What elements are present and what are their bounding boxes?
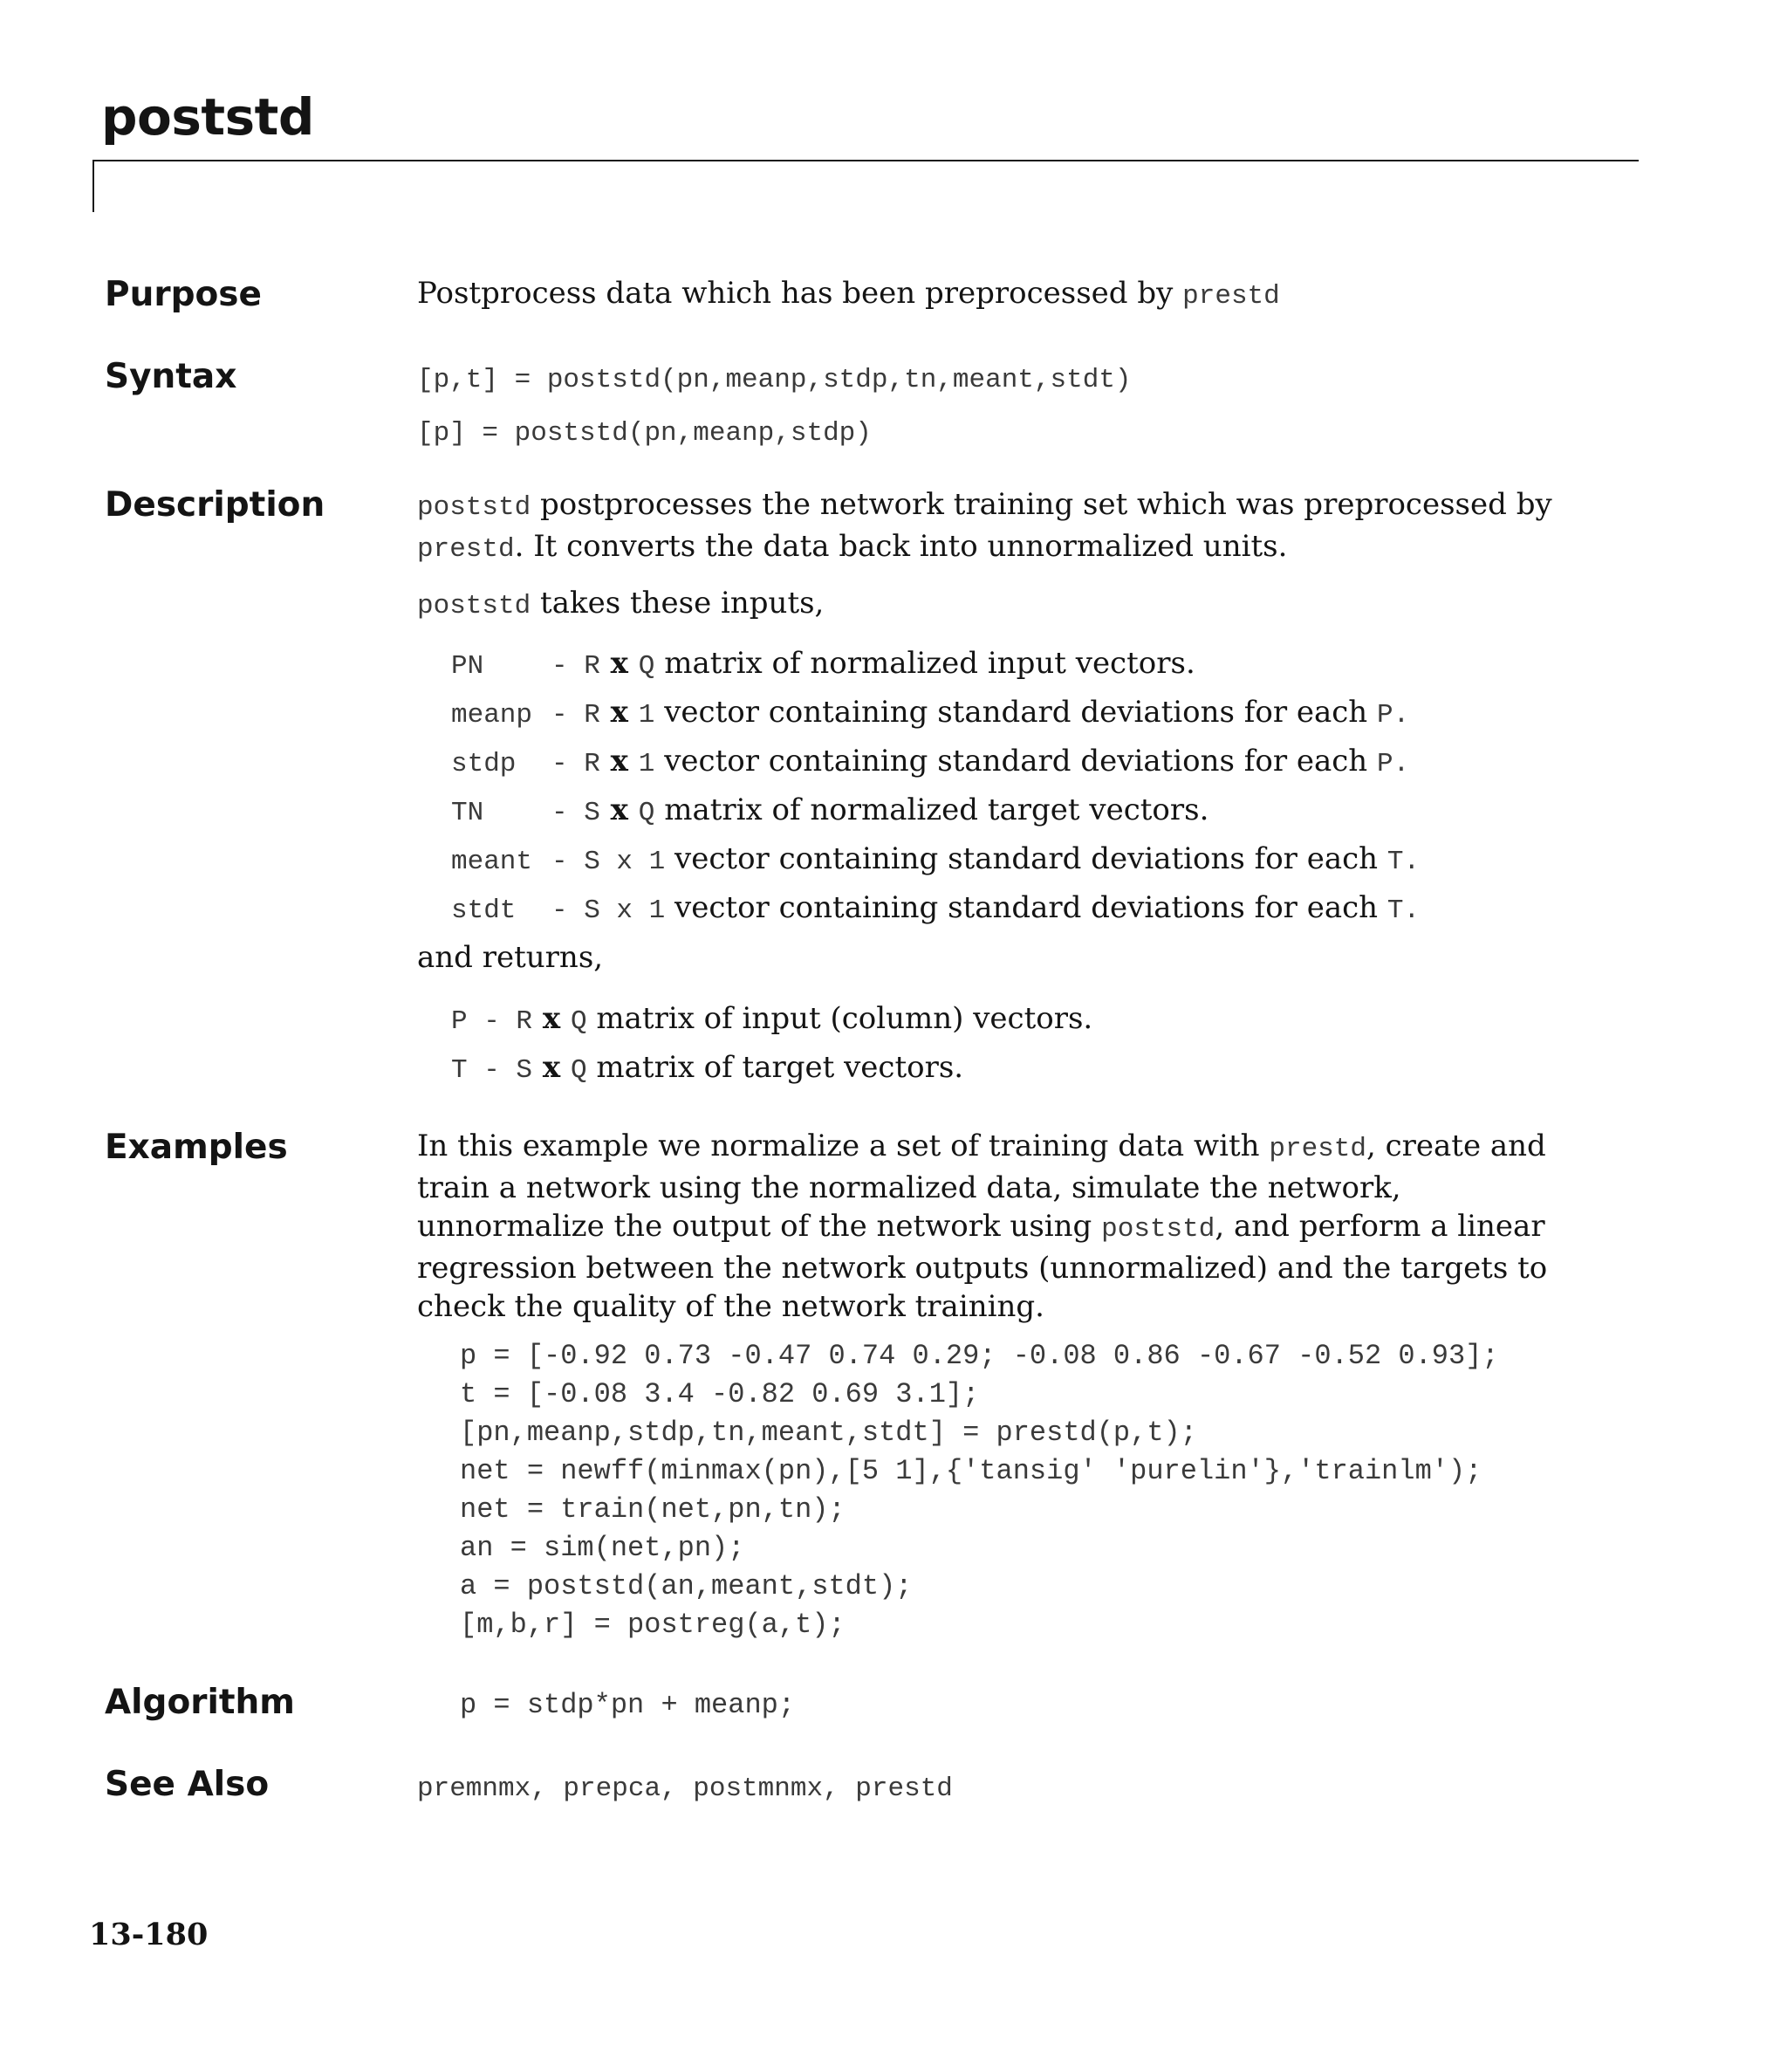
argument-name: meant (451, 847, 533, 877)
input-argument-row (451, 841, 1420, 877)
argument-dim: Q (638, 798, 655, 828)
argument-dim: Q (638, 651, 655, 682)
argument-dash: - (551, 700, 585, 731)
code-line: a = poststd(an,meant,stdt); (460, 1570, 913, 1602)
see-also-links: premnmx, prepca, postmnmx, prestd (417, 1774, 953, 1804)
description-text: takes these inputs, (531, 586, 825, 621)
argument-times: x (599, 792, 639, 827)
code-line: an = sim(net,pn); (460, 1532, 745, 1564)
description-text: postprocesses the network training set which was preprocessed by (531, 487, 1552, 522)
argument-dim: 1 (638, 749, 655, 779)
argument-name: T - (451, 1055, 517, 1086)
argument-dash: - (551, 749, 585, 779)
algorithm-code: p = stdp*pn + meanp; (460, 1689, 796, 1721)
code-line: [m,b,r] = postreg(a,t); (460, 1609, 846, 1641)
argument-var: T. (1386, 895, 1421, 926)
description-inputs-intro (417, 586, 824, 621)
argument-dim: 1 (648, 895, 666, 926)
argument-name: PN (451, 651, 484, 682)
inline-code: prestd (417, 534, 515, 565)
algorithm-label: Algorithm (105, 1683, 295, 1722)
argument-name: TN (451, 798, 484, 828)
argument-dim: S (584, 895, 600, 926)
argument-var: P. (1377, 749, 1410, 779)
input-argument-row (451, 890, 1420, 926)
argument-dash: - (551, 847, 585, 877)
argument-times: x (599, 895, 649, 926)
argument-var: T. (1386, 847, 1421, 877)
examples-paragraph (417, 1127, 1578, 1326)
code-line: [pn,meanp,stdp,tn,meant,stdt] = prestd(p,t); (460, 1417, 1197, 1449)
argument-dim: Q (570, 1006, 587, 1037)
argument-times: x (599, 744, 639, 779)
argument-name: stdp (451, 749, 517, 779)
title-rule-tick (92, 160, 94, 212)
argument-name: P - (451, 1006, 517, 1037)
inline-code: prestd (1269, 1134, 1366, 1164)
code-line: t = [-0.08 3.4 -0.82 0.69 3.1]; (460, 1378, 980, 1410)
argument-description: vector containing standard deviations for each (665, 890, 1387, 925)
argument-times: x (532, 1050, 571, 1085)
see-also-label: See Also (105, 1765, 270, 1804)
argument-times: x (532, 1001, 571, 1036)
argument-name: stdt (451, 895, 517, 926)
argument-dim: R (516, 1006, 533, 1037)
argument-description: matrix of normalized input vectors. (654, 646, 1195, 681)
purpose-text (417, 276, 1280, 312)
code-line: p = [-0.92 0.73 -0.47 0.74 0.29; -0.08 0.86 -0.67 -0.52 0.93]; (460, 1340, 1499, 1372)
description-text: . It converts the data back into unnormalized units. (514, 529, 1288, 564)
argument-var: P. (1377, 700, 1410, 731)
examples-code-block (460, 1337, 1499, 1644)
code-line: net = train(net,pn,tn); (460, 1493, 846, 1526)
purpose-text-body: Postprocess data which has been preprocessed by (417, 276, 1174, 311)
argument-dim: R (584, 749, 600, 779)
examples-text: , create and train a network using the normalized data, simulate the network, unnormalize the output of the network using (417, 1129, 1546, 1244)
purpose-code: prestd (1182, 281, 1280, 312)
input-argument-row (451, 792, 1208, 828)
argument-dash: - (551, 895, 585, 926)
argument-dim: 1 (648, 847, 666, 877)
argument-description: vector containing standard deviations for each (665, 841, 1387, 876)
argument-dim: 1 (638, 700, 655, 731)
title-rule (92, 160, 1639, 161)
description-label: Description (105, 485, 325, 525)
syntax-line: [p,t] = poststd(pn,meanp,stdp,tn,meant,stdt) (417, 365, 1132, 395)
syntax-line: [p] = poststd(pn,meanp,stdp) (417, 418, 872, 449)
description-paragraph (417, 485, 1578, 569)
page-number: 13-180 (89, 1917, 209, 1952)
argument-dim: S (584, 847, 600, 877)
argument-dim: R (584, 700, 600, 731)
input-argument-row (451, 695, 1409, 731)
argument-dim: Q (570, 1055, 587, 1086)
output-argument-row (451, 1001, 1092, 1037)
output-argument-row (451, 1050, 963, 1086)
argument-name: meanp (451, 700, 533, 731)
argument-dash: - (551, 651, 585, 682)
syntax-label: Syntax (105, 357, 237, 396)
argument-description: vector containing standard deviations for each (654, 744, 1378, 779)
inline-code: poststd (417, 492, 531, 523)
examples-text: In this example we normalize a set of training data with (417, 1129, 1270, 1163)
input-argument-row (451, 744, 1409, 779)
inline-code: poststd (417, 591, 531, 621)
argument-dim: R (584, 651, 600, 682)
argument-description: matrix of target vectors. (586, 1050, 964, 1085)
argument-description: matrix of input (column) vectors. (586, 1001, 1093, 1036)
argument-times: x (599, 646, 639, 681)
returns-intro: and returns, (417, 940, 604, 975)
input-argument-row (451, 646, 1195, 682)
purpose-label: Purpose (105, 275, 262, 314)
argument-description: vector containing standard deviations for each (654, 695, 1378, 730)
examples-label: Examples (105, 1128, 288, 1167)
examples-text: , and perform a linear regression between the network outputs (unnormalized) and the targets to check the quality of the network training. (417, 1209, 1548, 1324)
code-line: net = newff(minmax(pn),[5 1],{'tansig' 'purelin'},'trainlm'); (460, 1455, 1482, 1487)
argument-dim: S (584, 798, 600, 828)
argument-description: matrix of normalized target vectors. (654, 792, 1209, 827)
inline-code: poststd (1101, 1214, 1215, 1245)
argument-times: x (599, 695, 639, 730)
argument-dim: S (516, 1055, 533, 1086)
page-title: poststd (101, 87, 314, 147)
argument-dash: - (551, 798, 585, 828)
argument-times: x (599, 847, 649, 877)
